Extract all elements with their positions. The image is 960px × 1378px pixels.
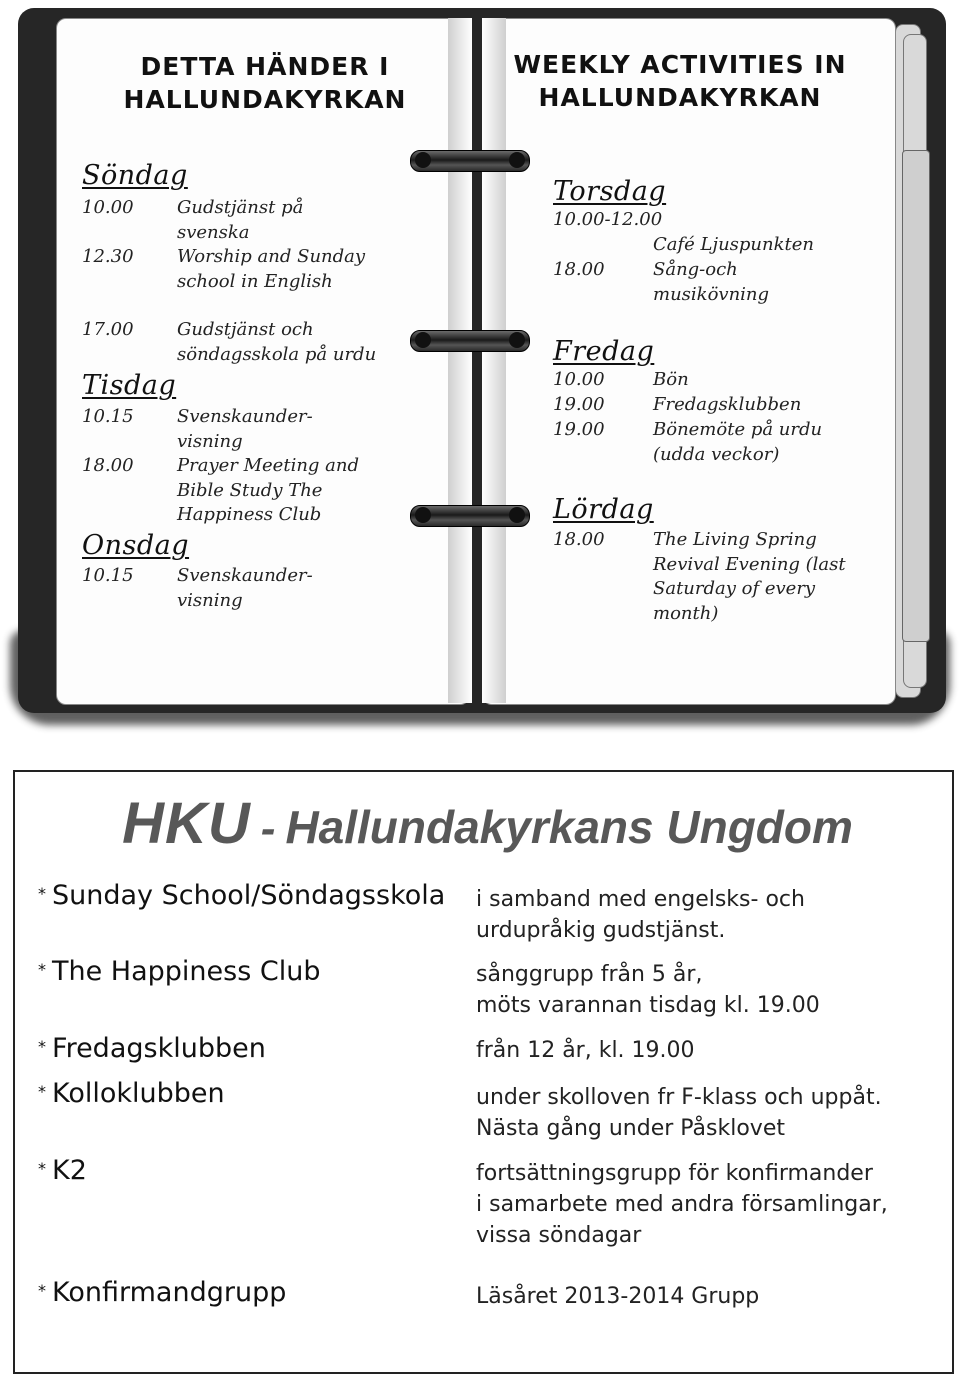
entry-activity: Svenskaunder-visning bbox=[177, 565, 313, 611]
entry-time: 10.00 bbox=[553, 369, 605, 390]
hku-item-desc: från 12 år, kl. 19.00 bbox=[476, 1038, 695, 1063]
spine-shade bbox=[482, 18, 506, 703]
hku-item-desc: sånggrupp från 5 år, möts varannan tisdag kl. 19.00 bbox=[476, 962, 820, 1018]
schedule-entry bbox=[553, 528, 873, 628]
hku-item bbox=[38, 956, 320, 987]
entry-activity: Bönemöte på urdu (udda veckor) bbox=[653, 419, 823, 465]
binder-ring bbox=[410, 505, 530, 527]
entry-time: 18.00 bbox=[82, 455, 134, 476]
hku-item bbox=[38, 1155, 87, 1186]
entry-activity: Gudstjänst på svenska bbox=[177, 197, 304, 243]
hku-item-name: The Happiness Club bbox=[52, 956, 321, 987]
heading-line: WEEKLY ACTIVITIES IN bbox=[513, 50, 847, 79]
day-tisdag: Tisdag bbox=[82, 370, 177, 401]
day-sondag: Söndag bbox=[82, 160, 188, 191]
entry-time: 10.15 bbox=[82, 406, 134, 427]
entry-time: 10.00-12.00 bbox=[553, 209, 663, 230]
hku-item-name: Kolloklubben bbox=[52, 1078, 225, 1109]
hku-abbr: HKU bbox=[122, 791, 251, 856]
bullet-star: * bbox=[38, 960, 46, 979]
entry-activity: Sång-och musikövning bbox=[653, 259, 770, 305]
hku-item-name: Konfirmandgrupp bbox=[52, 1277, 287, 1308]
hku-item-desc: under skolloven fr F-klass och uppåt. Nästa gång under Påsklovet bbox=[476, 1085, 882, 1141]
hku-item-desc: Läsåret 2013-2014 Grupp bbox=[476, 1284, 760, 1309]
schedule-entry bbox=[553, 208, 873, 258]
schedule-entry bbox=[553, 393, 873, 418]
hku-item bbox=[38, 1033, 266, 1064]
heading-line: DETTA HÄNDER I bbox=[140, 52, 390, 81]
notebook-tab bbox=[902, 150, 930, 642]
entry-activity: Café Ljuspunkten bbox=[653, 234, 814, 255]
hku-item-desc: i samband med engelsks- och urdupråkig gudstjänst. bbox=[476, 887, 805, 943]
bullet-star: * bbox=[38, 1082, 46, 1101]
spine-shade bbox=[448, 18, 472, 703]
entry-activity: Bön bbox=[653, 369, 689, 390]
entry-time: 18.00 bbox=[553, 529, 605, 550]
entry-activity: The Living Spring Revival Evening (last Saturday of every month) bbox=[653, 529, 846, 624]
hku-item bbox=[38, 1078, 225, 1109]
schedule-entry bbox=[553, 258, 873, 308]
binder-ring bbox=[410, 150, 530, 172]
heading-line: HALLUNDAKYRKAN bbox=[538, 83, 822, 112]
entry-time: 18.00 bbox=[553, 259, 605, 280]
schedule-entry bbox=[82, 454, 412, 529]
entry-time: 10.00 bbox=[82, 197, 134, 218]
entry-time: 10.15 bbox=[82, 565, 134, 586]
schedule-entry bbox=[82, 405, 412, 455]
hku-item-name: Sunday School/Söndagsskola bbox=[52, 880, 446, 911]
schedule-entry bbox=[82, 318, 412, 368]
entry-activity: Worship and Sunday school in English bbox=[177, 246, 366, 292]
hku-item-desc: fortsättningsgrupp för konfirmander i samarbete med andra församlingar, vissa söndagar bbox=[476, 1161, 888, 1248]
hku-item-name: Fredagsklubben bbox=[52, 1033, 266, 1064]
bullet-star: * bbox=[38, 1037, 46, 1056]
heading-line: HALLUNDAKYRKAN bbox=[123, 85, 407, 114]
entry-activity: Svenskaunder-visning bbox=[177, 406, 313, 452]
binder-ring bbox=[410, 330, 530, 352]
day-lordag: Lördag bbox=[553, 494, 654, 525]
entry-time: 12.30 bbox=[82, 246, 134, 267]
entry-activity: Fredagsklubben bbox=[653, 394, 802, 415]
schedule-entry bbox=[82, 245, 412, 320]
entry-activity: Gudstjänst och söndagsskola på urdu bbox=[177, 319, 377, 365]
bullet-star: * bbox=[38, 884, 46, 903]
day-onsdag: Onsdag bbox=[82, 530, 190, 561]
day-torsdag: Torsdag bbox=[553, 176, 667, 207]
hku-title-rest: Hallundakyrkans Ungdom bbox=[285, 801, 853, 853]
bullet-star: * bbox=[38, 1159, 46, 1178]
schedule-entry bbox=[553, 368, 873, 393]
hku-item-name: K2 bbox=[52, 1155, 87, 1186]
entry-activity: Prayer Meeting and Bible Study The Happiness Club bbox=[177, 455, 360, 525]
schedule-entry bbox=[553, 418, 873, 468]
hku-item bbox=[38, 880, 445, 911]
left-page-heading bbox=[100, 50, 430, 116]
bullet-star: * bbox=[38, 1281, 46, 1300]
entry-time: 17.00 bbox=[82, 319, 134, 340]
hku-dash: - bbox=[260, 804, 276, 853]
entry-time: 19.00 bbox=[553, 419, 605, 440]
day-fredag: Fredag bbox=[553, 336, 655, 367]
hku-title bbox=[0, 790, 960, 857]
schedule-entry bbox=[82, 564, 412, 614]
hku-item bbox=[38, 1277, 286, 1308]
entry-time: 19.00 bbox=[553, 394, 605, 415]
right-page-heading bbox=[510, 48, 850, 114]
